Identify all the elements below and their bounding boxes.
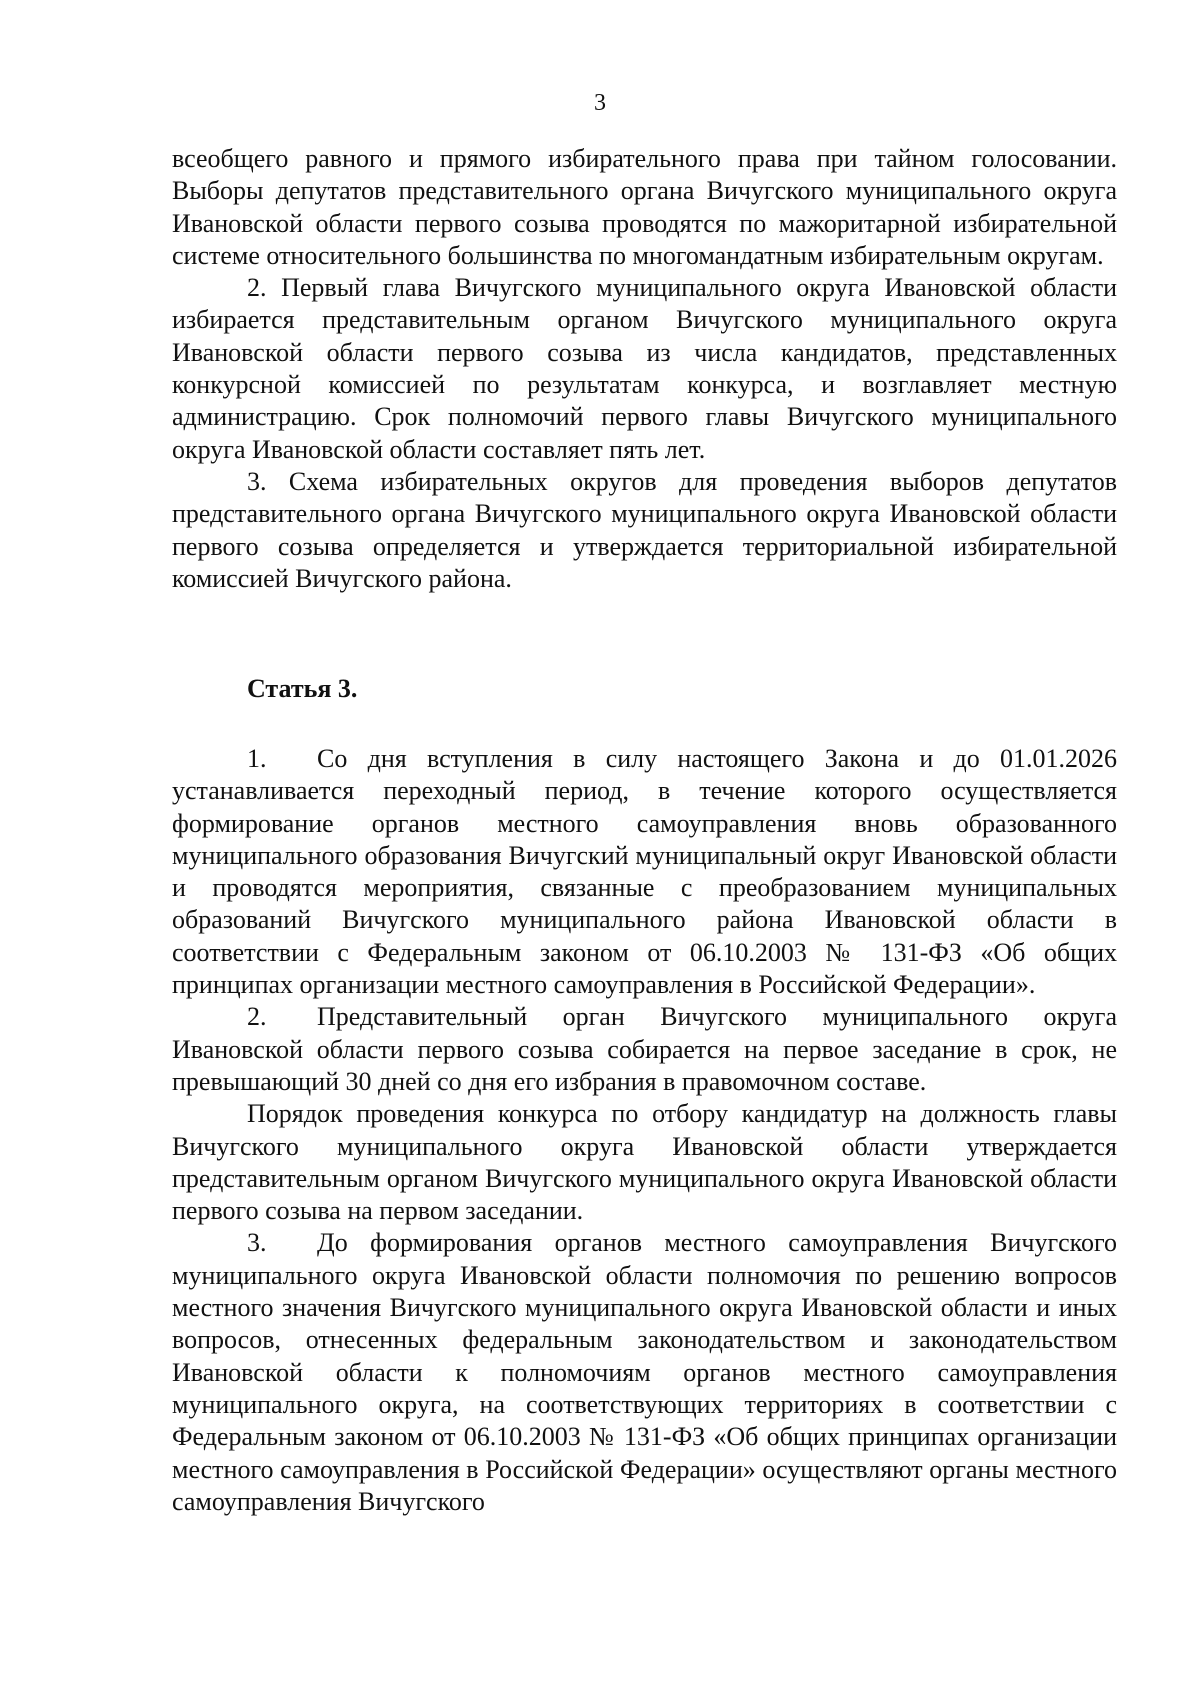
item-number: 3. (247, 1228, 267, 1258)
item-number: 1. (247, 744, 267, 773)
item-text: Представительный орган Вичугского муниципального округа Ивановской области первого созыва собирается на первое заседание в срок, не превышающий 30 дней со дня его избрания в правомочном составе. (172, 1002, 1117, 1096)
paragraph-item-3: 3. Схема избирательных округов для проведения выборов депутатов представительного органа Вичугского муниципального округа Ивановской области первого созыва определяется и утверждается территориальной избирательной комиссией Вичугского района. (172, 466, 1117, 593)
item-text: До формирования органов местного самоуправления Вичугского муниципального округа Ивановской области полномочия по решению вопросов местного значения Вичугского муниципального округа Ивановской области и иных вопросов, отнесенных федеральным законодательством и законодательством Ивановской области к полномочиям органов местного самоуправления муниципального округа, на соответствующих территориях в соответствии с Федеральным законом от 06.10.2003 № 131-ФЗ «Об общих принципах организации местного самоуправления в Российской Федерации» осуществляют органы местного самоуправления Вичугского (172, 1228, 1117, 1516)
paragraph-item-1 (172, 743, 1117, 1001)
paragraph-procedure: Порядок проведения конкурса по отбору кандидатур на должность главы Вичугского муниципального округа Ивановской области утверждается представительным органом Вичугского муниципального округа Ивановской области первого созыва на первом заседании. (172, 1099, 1117, 1226)
paragraph-item-2 (172, 1001, 1117, 1098)
paragraph-item-2: 2. Первый глава Вичугского муниципального округа Ивановской области избирается представительным органом Вичугского муниципального округа Ивановской области первого созыва из числа кандидатов, представленных конкурсной комиссией по результатам конкурса, и возглавляет местную администрацию. Срок полномочий первого главы Вичугского муниципального округа Ивановской области составляет пять лет. (172, 273, 1117, 464)
paragraph-item-3 (172, 1227, 1117, 1518)
item-text: Со дня вступления в силу настоящего Закона и до 01.01.2026 устанавливается переходный период, в течение которого осуществляется формирование органов местного самоуправления вновь образованного муниципального образования Вичугский муниципальный округ Ивановской области и проводятся мероприятия, связанные с преобразованием муниципальных образований Вичугского муниципального района Ивановской области в соответствии с Федеральным законом от 06.10.2003 № 131-ФЗ «Об общих принципах организации местного самоуправления в Российской Федерации». (172, 744, 1117, 1000)
text-block-article-2-continued (172, 143, 1117, 595)
text-block-article-3 (172, 743, 1117, 1518)
item-number: 2. (247, 1002, 267, 1032)
page-number: 3 (594, 90, 606, 116)
paragraph-continuation: всеобщего равного и прямого избирательного права при тайном голосовании. Выборы депутатов представительного органа Вичугского муниципального округа Ивановской области первого созыва проводятся по мажоритарной избирательной системе относительного большинства по многомандатным избирательным округам. (172, 144, 1117, 270)
article-heading: Статья 3. (247, 674, 358, 703)
